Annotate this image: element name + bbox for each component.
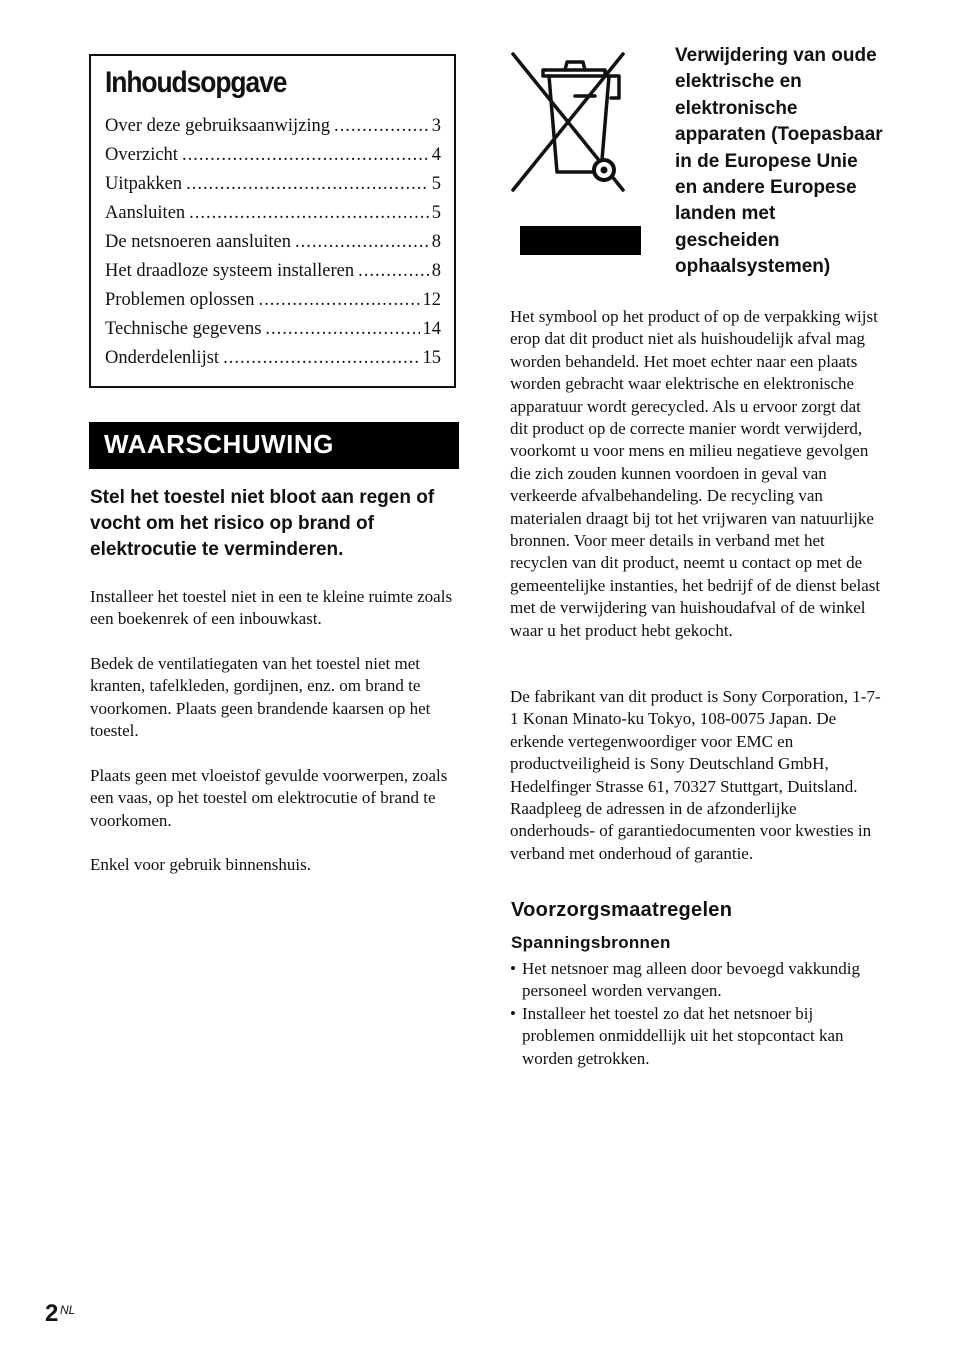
warning-paragraph: Bedek de ventilatiegaten van het toestel niet met kranten, tafelkleden, gordijnen, enz. om brand te voorkomen. Plaats geen brandende kaarsen op het toestel.: [90, 654, 431, 741]
warning-bold-statement: Stel het toestel niet bloot aan regen of vocht om het risico op brand of elektrocutie te verminderen.: [90, 487, 435, 560]
toc-item[interactable]: [105, 286, 441, 315]
bullet-icon: •: [510, 1003, 516, 1023]
list-item: [510, 958, 882, 1003]
toc-item-label: Overzicht: [105, 145, 178, 165]
disposal-heading: Verwijdering van oude elektrische en elektronische apparaten (Toepasbaar in de Europese Unie en andere Europese landen met gescheiden ophaalsystemen): [675, 45, 883, 278]
toc-item-label: Over deze gebruiksaanwijzing: [105, 116, 330, 136]
toc-item-label: Het draadloze systeem installeren: [105, 261, 355, 281]
toc-item-page: 8: [431, 232, 441, 252]
toc-item-page: 14: [422, 319, 441, 339]
toc-title: Inhoudsopgave: [105, 66, 287, 99]
power-sources-subheading: Spanningsbronnen: [511, 933, 671, 952]
toc-list: [105, 112, 441, 373]
page-language-suffix: NL: [60, 1303, 76, 1317]
toc-leader: [186, 170, 429, 199]
table-of-contents: [89, 54, 456, 388]
toc-leader: [334, 112, 429, 141]
toc-leader: [358, 257, 429, 286]
toc-item-label: Technische gegevens: [105, 319, 262, 339]
toc-leader: [182, 141, 429, 170]
bullet-icon: •: [510, 959, 516, 978]
toc-item[interactable]: [105, 228, 441, 257]
toc-leader: [295, 228, 429, 257]
toc-item[interactable]: [105, 170, 441, 199]
power-sources-list: [510, 958, 882, 1070]
warning-paragraph: Installeer het toestel niet in een te kleine ruimte zoals een boekenrek of een inbouwkast.: [90, 587, 453, 629]
toc-leader: [259, 286, 420, 315]
toc-item-label: Aansluiten: [105, 203, 186, 223]
list-item-text: Het netsnoer mag alleen door bevoegd vakkundig personeel worden vervangen.: [522, 959, 861, 1001]
toc-item[interactable]: [105, 199, 441, 228]
toc-item[interactable]: [105, 141, 441, 170]
toc-item-page: 8: [431, 261, 441, 281]
toc-item[interactable]: [105, 344, 441, 373]
warning-paragraph: Plaats geen met vloeistof gevulde voorwerpen, zoals een vaas, op het toestel om elektrocutie of brand te voorkomen.: [90, 766, 448, 830]
warning-banner: [89, 422, 459, 469]
toc-item-page: 5: [431, 203, 441, 223]
black-bar-marker: [520, 226, 641, 255]
precautions-heading: Voorzorgsmaatregelen: [511, 899, 733, 921]
list-item-text: Installeer het toestel zo dat het netsnoer bij problemen onmiddellijk uit het stopcontact kan worden getrokken.: [522, 1003, 844, 1068]
toc-item[interactable]: [105, 257, 441, 286]
toc-item-page: 4: [431, 145, 441, 165]
crossed-out-wheelie-bin-icon: [509, 48, 627, 198]
toc-item-label: Uitpakken: [105, 174, 183, 194]
toc-item[interactable]: [105, 315, 441, 344]
toc-leader: [223, 344, 419, 373]
toc-item-page: 5: [431, 174, 441, 194]
toc-leader: [189, 199, 429, 228]
toc-item-page: 12: [422, 290, 441, 310]
warning-paragraph: Enkel voor gebruik binnenshuis.: [90, 855, 311, 874]
toc-item-label: Onderdelenlijst: [105, 348, 220, 368]
disposal-body: Het symbool op het product of op de verpakking wijst erop dat dit product niet als huishoudelijk afval mag worden behandeld. Het moet echter naar een plaats worden gebracht waar elektrische en elektronische apparatuur wordt gerecycled. Als u ervoor zorgt dat dit product op de correcte manier wordt verwijderd, voorkomt u voor mens en milieu negatieve gevolgen die zich zouden kunnen voordoen in geval van verkeerde afvalbehandeling. De recycling van materialen draagt bij tot het vrijwaren van natuurlijke bronnen. Voor meer details in verband met het recyclen van dit product, neemt u contact op met de gemeentelijke instanties, het bedrijf of de dienst belast met de verwijdering van huishoudafval of de winkel waar u het product hebt gekocht.: [510, 307, 881, 640]
toc-item-label: Problemen oplossen: [105, 290, 255, 310]
toc-item-page: 3: [431, 116, 441, 136]
toc-item[interactable]: [105, 112, 441, 141]
list-item: [510, 1003, 882, 1070]
toc-item-label: De netsnoeren aansluiten: [105, 232, 291, 252]
toc-item-page: 15: [422, 348, 441, 368]
toc-leader: [265, 315, 419, 344]
manufacturer-paragraph: De fabrikant van dit product is Sony Corporation, 1-7-1 Konan Minato-ku Tokyo, 108-0075 Japan. De erkende vertegenwoordiger voor EMC en productveiligheid is Sony Deutschland GmbH, Hedelfinger Strasse 61, 70327 Stuttgart, Duitsland. Raadpleeg de adressen in de afzonderlijke onderhouds- of garantiedocumenten voor kwesties in verband met onderhoud of garantie.: [510, 687, 881, 863]
page-number: 2: [45, 1300, 59, 1327]
warning-title: WAARSCHUWING: [104, 429, 334, 459]
